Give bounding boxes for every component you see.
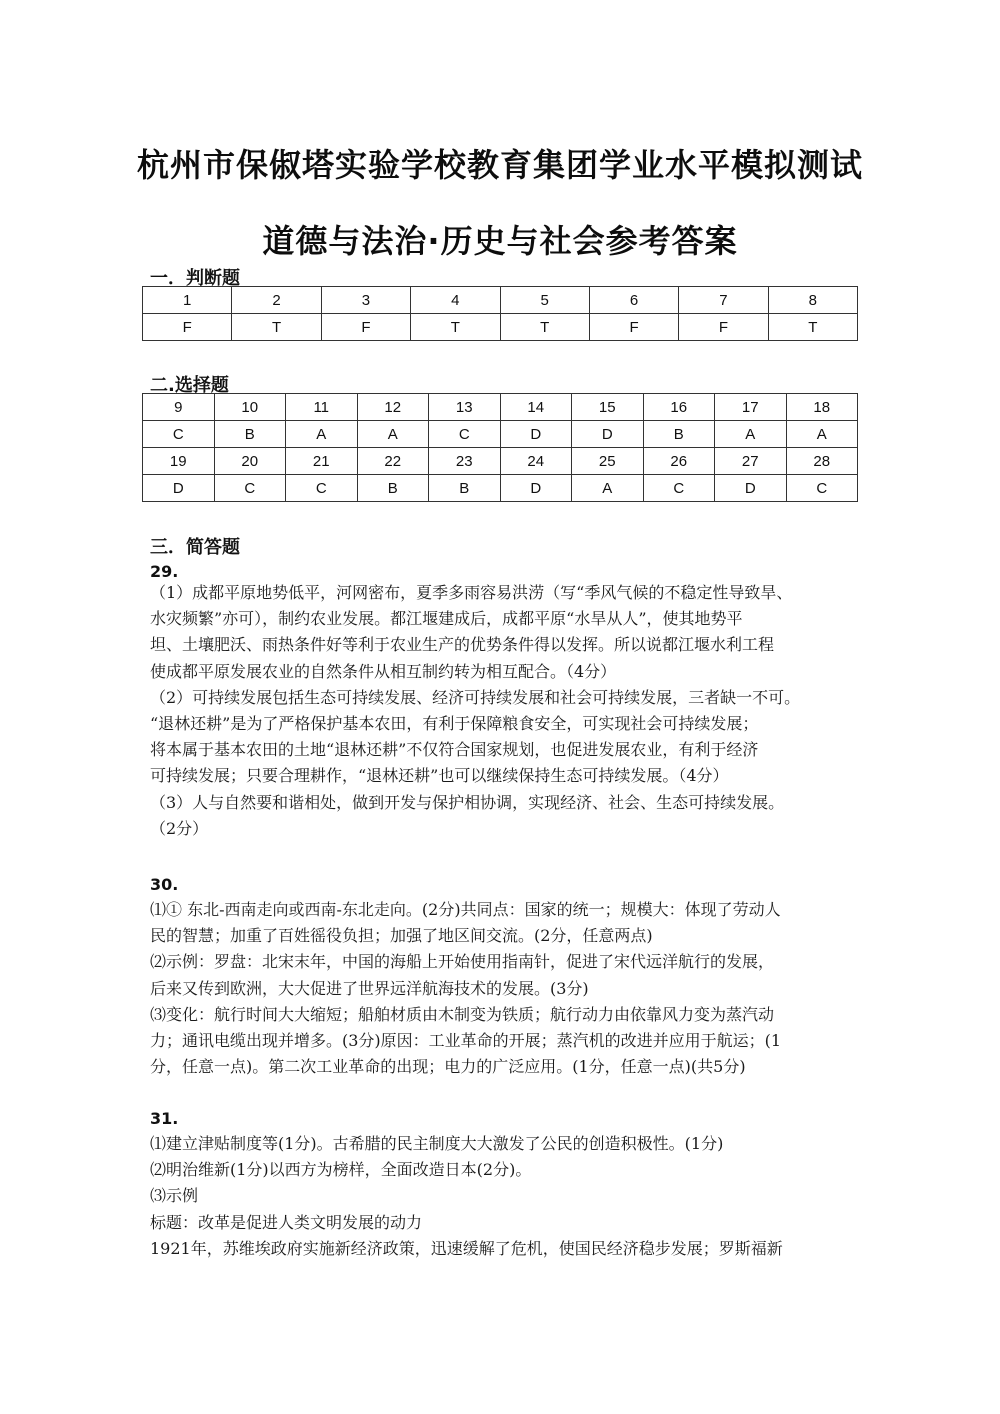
answer-line: ⑴① 东北-西南走向或西南-东北走向。(2分)共同点：国家的统一；规模大：体现了劳动人 (150, 900, 781, 919)
table-cell: A (715, 421, 787, 448)
table-cell: C (286, 475, 358, 502)
table-cell: F (143, 314, 232, 341)
table-cell: T (500, 314, 589, 341)
table-cell: 7 (679, 287, 768, 314)
answer-line: “退林还耕”是为了严格保护基本农田，有利于保障粮食安全，可实现社会可持续发展； (150, 714, 759, 734)
table-cell: 12 (357, 394, 429, 421)
table-cell: 16 (643, 394, 715, 421)
table-cell: 11 (286, 394, 358, 421)
document-subtitle: 道德与法治·历史与社会参考答案 (262, 222, 738, 260)
table-cell: B (214, 421, 286, 448)
answer-line: （1）成都平原地势低平，河网密布，夏季多雨容易洪涝（写“季风气候的不稳定性导致旱、 (150, 583, 793, 602)
table-cell: 9 (143, 394, 215, 421)
table-cell: C (786, 475, 858, 502)
table-cell: 20 (214, 448, 286, 475)
table-cell: 19 (143, 448, 215, 475)
answer-line: ⑶示例 (150, 1186, 199, 1206)
answer-line: 1921年，苏维埃政府实施新经济政策，迅速缓解了危机，使国民经济稳步发展；罗斯福新 (150, 1238, 783, 1258)
table-cell: 22 (357, 448, 429, 475)
answer-line: 水灾频繁”亦可），制约农业发展。都江堰建成后，成都平原“水旱从人”，使其地势平 (150, 609, 743, 629)
table-cell: 2 (232, 287, 321, 314)
table-cell: B (429, 475, 501, 502)
table-cell: 25 (572, 448, 644, 475)
table-cell: C (143, 421, 215, 448)
answer-line: 将本属于基本农田的土地“退林还耕”不仅符合国家规划，也促进发展农业，有利于经济 (150, 740, 759, 760)
table-cell: B (357, 475, 429, 502)
document-title: 杭州市保俶塔实验学校教育集团学业水平模拟测试 (136, 146, 863, 184)
table-cell: 10 (214, 394, 286, 421)
answer-line: 标题：改革是促进人类文明发展的动力 (150, 1212, 423, 1232)
question-30-number: 30. (150, 875, 179, 894)
table-cell: T (411, 314, 500, 341)
answer-line: 民的智慧；加重了百姓徭役负担；加强了地区间交流。(2分，任意两点) (150, 926, 653, 946)
table-row (143, 394, 858, 421)
table-row (143, 287, 858, 314)
table-cell: 17 (715, 394, 787, 421)
table-cell: T (768, 314, 857, 341)
section-heading-multiple-choice: 二.选择题 (150, 375, 229, 396)
table-cell: 5 (500, 287, 589, 314)
table-cell: 21 (286, 448, 358, 475)
answer-line: ⑵明治维新(1分)以西方为榜样，全面改造日本(2分)。 (150, 1160, 532, 1180)
table-row (143, 475, 858, 502)
table-cell: A (786, 421, 858, 448)
table-cell: 8 (768, 287, 857, 314)
table-cell: F (589, 314, 678, 341)
table-cell: D (143, 475, 215, 502)
section-heading-true-false: 一．判断题 (150, 268, 240, 289)
question-31-number: 31. (150, 1109, 179, 1128)
table-cell: F (679, 314, 768, 341)
table-row (143, 448, 858, 475)
answer-line: 可持续发展；只要合理耕作，“退林还耕”也可以继续保持生态可持续发展。（4分） (150, 766, 729, 786)
table-cell: 3 (321, 287, 410, 314)
section-heading-short-answer: 三．简答题 (150, 537, 240, 558)
table-cell: 23 (429, 448, 501, 475)
table-cell: 1 (143, 287, 232, 314)
table-cell: T (232, 314, 321, 341)
table-cell: 15 (572, 394, 644, 421)
table-row (143, 314, 858, 341)
table-cell: 27 (715, 448, 787, 475)
table-cell: 4 (411, 287, 500, 314)
answer-line: （2分） (150, 818, 209, 838)
table-cell: C (643, 475, 715, 502)
question-29-answer (150, 580, 870, 842)
question-30-answer (150, 897, 870, 1080)
table-cell: A (572, 475, 644, 502)
table-cell: C (214, 475, 286, 502)
table-row (143, 421, 858, 448)
table-cell: C (429, 421, 501, 448)
answer-line: （2）可持续发展包括生态可持续发展、经济可持续发展和社会可持续发展，三者缺一不可。 (150, 687, 801, 707)
table-cell: B (643, 421, 715, 448)
table-cell: 28 (786, 448, 858, 475)
answer-line: 后来又传到欧洲，大大促进了世界远洋航海技术的发展。(3分) (150, 978, 589, 998)
table-cell: 6 (589, 287, 678, 314)
answer-line: （3）人与自然要和谐相处，做到开发与保护相协调，实现经济、社会、生态可持续发展。 (150, 792, 785, 812)
answer-line: 力；通讯电缆出现并增多。(3分)原因：工业革命的开展；蒸汽机的改进并应用于航运；(1 (150, 1031, 782, 1051)
answer-line: 坦、土壤肥沃、雨热条件好等利于农业生产的优势条件得以发挥。所以说都江堰水利工程 (150, 635, 775, 655)
table-cell: A (286, 421, 358, 448)
question-29-number: 29. (150, 562, 179, 581)
question-31-answer (150, 1131, 870, 1262)
answer-line: ⑵示例：罗盘：北宋末年，中国的海船上开始使用指南针，促进了宋代远洋航行的发展， (150, 952, 775, 972)
table-cell: F (321, 314, 410, 341)
table-cell: A (357, 421, 429, 448)
table-cell: D (500, 421, 572, 448)
table-cell: 14 (500, 394, 572, 421)
table-cell: 26 (643, 448, 715, 475)
table-cell: 24 (500, 448, 572, 475)
table-cell: 13 (429, 394, 501, 421)
true-false-answer-table (142, 286, 858, 341)
answer-line: ⑴建立津贴制度等(1分)。古希腊的民主制度大大激发了公民的创造积极性。(1分) (150, 1134, 724, 1153)
answer-line: ⑶变化：航行时间大大缩短；船舶材质由木制变为铁质；航行动力由依靠风力变为蒸汽动 (150, 1004, 775, 1024)
table-cell: D (572, 421, 644, 448)
table-cell: 18 (786, 394, 858, 421)
multiple-choice-answer-table (142, 393, 858, 502)
answer-line: 分，任意一点)。第二次工业革命的出现；电力的广泛应用。(1分，任意一点)(共5分) (150, 1057, 746, 1077)
table-cell: D (500, 475, 572, 502)
table-cell: D (715, 475, 787, 502)
answer-line: 使成都平原发展农业的自然条件从相互制约转为相互配合。（4分） (150, 661, 617, 681)
